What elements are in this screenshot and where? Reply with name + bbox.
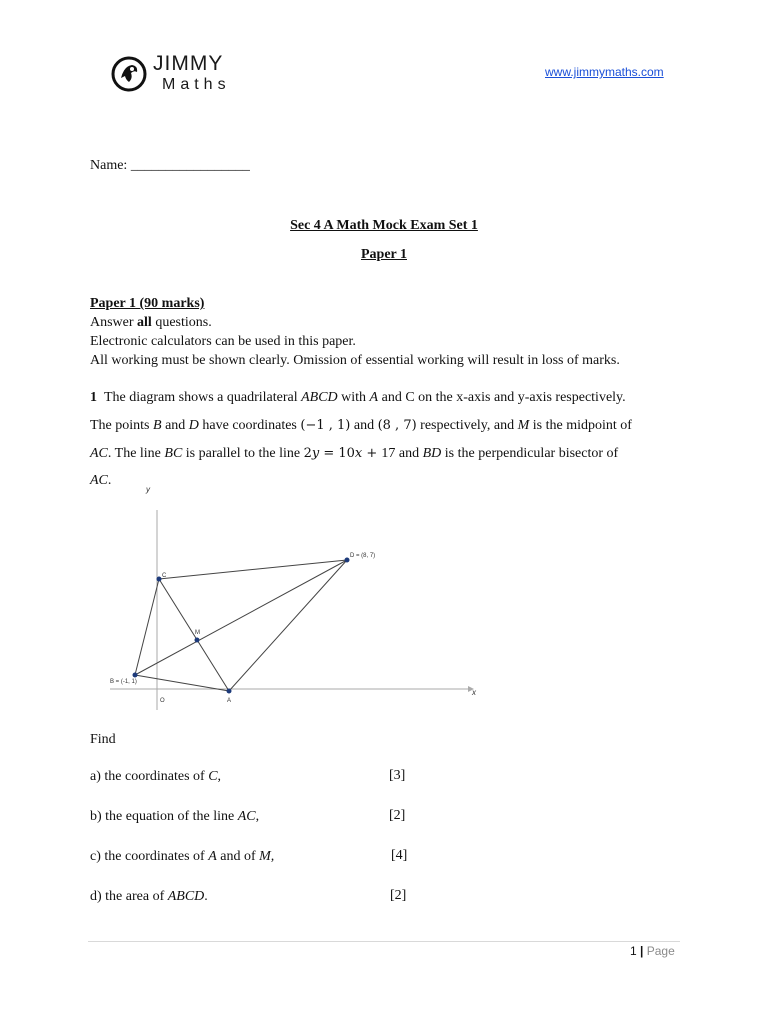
question-line-3: AC. The line BC is parallel to the line 2𝑦 = 10𝑥 + 17 and BD is the perpendicular bisector of (90, 446, 619, 461)
point-A (227, 689, 232, 694)
label-C: C (162, 573, 167, 579)
x-axis-label: x (472, 688, 476, 697)
label-M: M (195, 630, 200, 636)
question-part: d) the area of ABCD. (90, 889, 208, 904)
logo-line1: JIMMY (153, 52, 224, 75)
edge-DA (229, 560, 347, 691)
label-B: B = (-1, 1) (110, 679, 137, 685)
label-A: A (227, 698, 232, 704)
page-footer (630, 944, 675, 958)
question-line-2: The points B and D have coordinates (−1 , 1) and (8 , 7) respectively, and M is the midpoint of (90, 418, 632, 433)
website-link[interactable]: www.jimmymaths.com (545, 65, 664, 79)
logo (110, 52, 250, 98)
part-marks: [3] (389, 768, 406, 783)
page-title: Sec 4 A Math Mock Exam Set 1 (290, 218, 478, 233)
question-number: 1 (90, 390, 97, 405)
point-B (133, 673, 138, 678)
instruction-line-3: All working must be shown clearly. Omission of essential working will result in loss of marks. (90, 353, 620, 368)
part-marks: [2] (389, 808, 406, 823)
question-part: b) the equation of the line AC, (90, 809, 260, 824)
question-part: a) the coordinates of C, (90, 769, 222, 784)
name-field: Name: _________________ (90, 158, 250, 173)
question-part: c) the coordinates of A and of M, (90, 849, 275, 864)
instruction-line-1: Answer all questions. (90, 315, 212, 330)
part-marks: [2] (390, 888, 407, 903)
label-D: D = (8, 7) (350, 553, 376, 559)
edge-BC (135, 579, 159, 675)
y-axis-label: y (146, 485, 150, 494)
page-number: 1 (630, 944, 637, 958)
page-separator: | (640, 944, 644, 958)
logo-line2: Maths (162, 76, 231, 93)
paper-heading: Paper 1 (90 marks) (90, 296, 205, 311)
instruction-line-2: Electronic calculators can be used in this paper. (90, 334, 356, 349)
point-C (157, 577, 162, 582)
question-line-1: 1 The diagram shows a quadrilateral ABCD with A and C on the x-axis and y-axis respectively. (90, 390, 626, 405)
label-O: O (160, 698, 165, 704)
diagonal-AC (159, 579, 229, 691)
logo-mark-icon (110, 54, 148, 94)
quadrilateral-diagram (100, 482, 500, 712)
footer-divider (88, 941, 680, 942)
point-M (195, 638, 200, 643)
diagonal-BD (135, 560, 347, 675)
find-label: Find (90, 732, 116, 747)
part-marks: [4] (391, 848, 408, 863)
question-line-4: AC. (90, 473, 112, 488)
point-D (345, 558, 350, 563)
page-subtitle: Paper 1 (360, 247, 407, 262)
page-word: Page (646, 944, 675, 958)
edge-CD (159, 560, 347, 579)
